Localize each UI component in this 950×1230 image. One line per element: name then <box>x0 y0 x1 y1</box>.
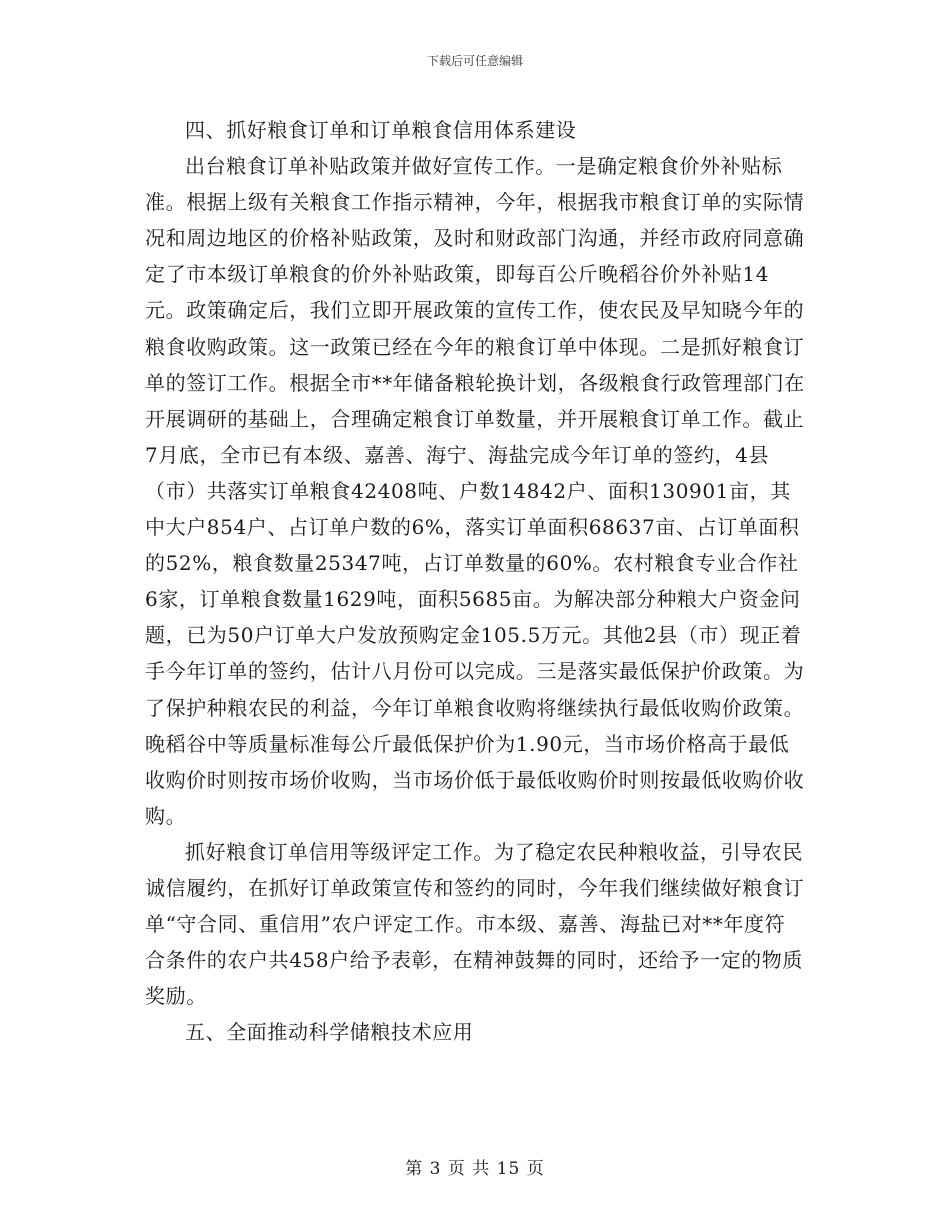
document-body <box>145 112 805 1050</box>
paragraph-credit-rating: 抓好粮食订单信用等级评定工作。为了稳定农民种粮收益，引导农民诚信履约，在抓好订单政策宣传和签约的同时，今年我们继续做好粮食订单“守合同、重信用”农户评定工作。市本级、嘉善、海盐已对**年度符合条件的农户共458户给予表彰，在精神鼓舞的同时，还给予一定的物质奖励。 <box>145 839 805 1009</box>
section-heading-5: 五、全面推动科学储粮技术应用 <box>185 1020 474 1045</box>
section-heading-4: 四、抓好粮食订单和订单粮食信用体系建设 <box>185 118 577 142</box>
page-number: 第 3 页 共 15 页 <box>405 1159 545 1179</box>
page-header: 下载后可任意编辑 <box>426 54 523 68</box>
paragraph-grain-subsidy: 出台粮食订单补贴政策并做好宣传工作。一是确定粮食价外补贴标准。根据上级有关粮食工作指示精神，今年，根据我市粮食订单的实际情况和周边地区的价格补贴政策，及时和财政部门沟通，并经市政府同意确定了市本级订单粮食的价外补贴政策，即每百公斤晚稻谷价外补贴14元。政策确定后，我们立即开展政策的宣传工作，使农民及早知晓今年的粮食收购政策。这一政策已经在今年的粮食订单中体现。二是抓好粮食订单的签订工作。根据全市**年储备粮轮换计划，各级粮食行政管理部门在开展调研的基础上，合理确定粮食订单数量，并开展粮食订单工作。截止7月底，全市已有本级、嘉善、海宁、海盐完成今年订单的签约，4县（市）共落实订单粮食42408吨、户数14842户、面积130901亩，其中大户854户、占订单户数的6%，落实订单面积68637亩、占订单面积的52%，粮食数量25347吨，占订单数量的60%。农村粮食专业合作社6家，订单粮食数量1629吨，面积5685亩。为解决部分种粮大户资金问题，已为50户订单大户发放预购定金105.5万元。其他2县（市）现正着手今年订单的签约，估计八月份可以完成。三是落实最低保护价政策。为了保护种粮农民的利益，今年订单粮食收购将继续执行最低收购价政策。晚稻谷中等质量标准每公斤最低保护价为1.90元，当市场价格高于最低收购价时则按市场价收购，当市场价低于最低收购价时则按最低收购价收购。 <box>145 154 805 828</box>
